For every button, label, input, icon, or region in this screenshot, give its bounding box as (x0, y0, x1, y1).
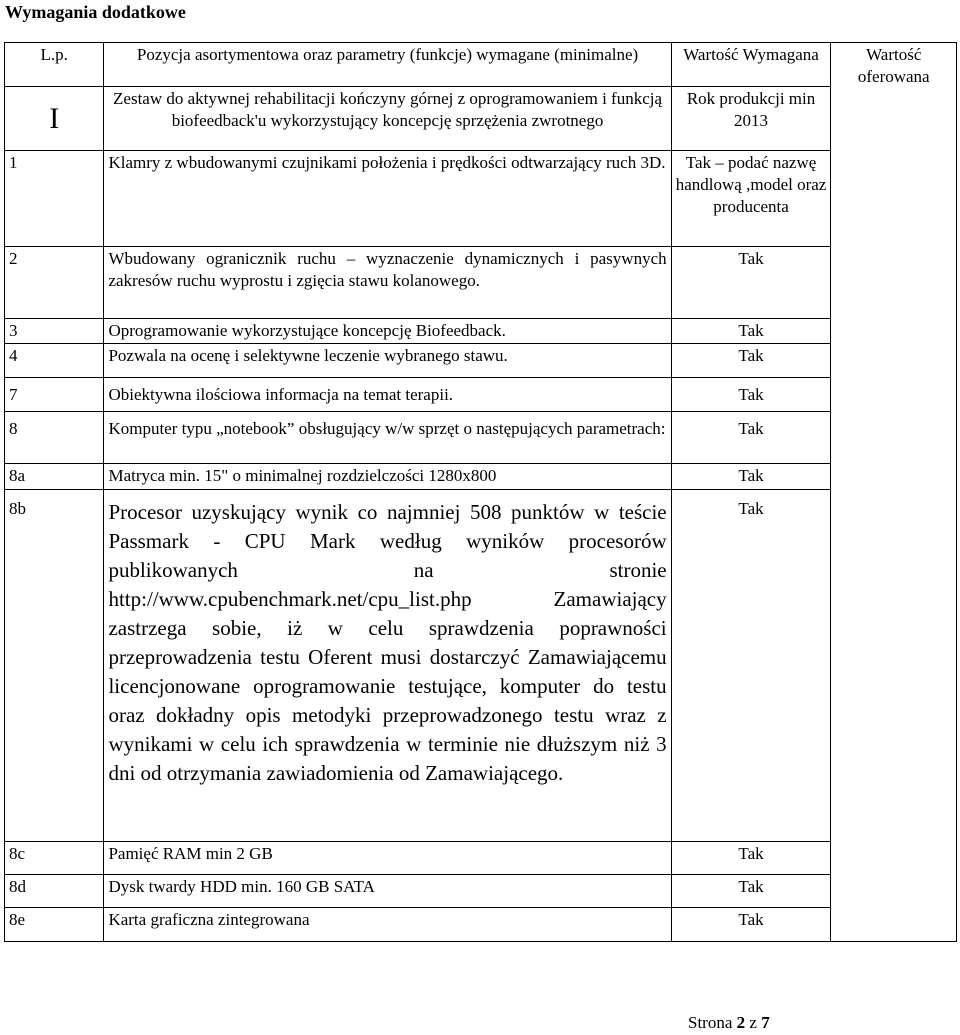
header-offered: Wartość oferowana (831, 43, 957, 942)
row-text: Obiektywna ilościowa informacja na temat terapii. (104, 378, 671, 412)
table-row (5, 319, 957, 344)
row-required: Tak – podać nazwę handlową ,model oraz producenta (671, 151, 831, 247)
row-text: Pamięć RAM min 2 GB (104, 842, 671, 875)
row-text: Pozwala na ocenę i selektywne leczenie wybranego stawu. (104, 344, 671, 378)
table-row (5, 151, 957, 247)
row-lp: 8d (5, 875, 104, 908)
page-separator: z (749, 1013, 757, 1032)
row-required: Tak (671, 842, 831, 875)
section-required: Rok produkcji min 2013 (671, 87, 831, 151)
row-lp: 4 (5, 344, 104, 378)
row-text: Komputer typu „notebook” obsługujący w/w sprzęt o następujących parametrach: (104, 412, 671, 464)
row-text: Wbudowany ogranicznik ruchu – wyznaczenie dynamicznych i pasywnych zakresów ruchu wyprostu i zgięcia stawu kolanowego. (104, 247, 671, 319)
header-position: Pozycja asortymentowa oraz parametry (funkcje) wymagane (minimalne) (104, 43, 671, 87)
table-row (5, 247, 957, 319)
row-required: Tak (671, 319, 831, 344)
row-required: Tak (671, 875, 831, 908)
table-row (5, 378, 957, 412)
header-required: Wartość Wymagana (671, 43, 831, 87)
row-lp: 8e (5, 908, 104, 942)
table-row (5, 412, 957, 464)
table-row (5, 344, 957, 378)
page-total: 7 (761, 1013, 770, 1032)
header-row (5, 43, 957, 87)
row-required: Tak (671, 412, 831, 464)
row-text: Matryca min. 15" o minimalnej rozdzielczości 1280x800 (104, 464, 671, 490)
header-lp: L.p. (5, 43, 104, 87)
row-lp: 3 (5, 319, 104, 344)
requirements-table (4, 42, 957, 942)
row-text: Procesor uzyskujący wynik co najmniej 508 punktów w teście Passmark - CPU Mark według wyników procesorów publikowanych na stronie http://www.cpubenchmark.net/cpu_list.php Zamawiający zastrzega sobie, iż w celu sprawdzenia poprawności przeprowadzenia testu Oferent musi dostarczyć Zamawiającemu licencjonowane oprogramowanie testujące, komputer do testu oraz dokładny opis metodyki przeprowadzonego testu wraz z wynikami w celu ich sprawdzenia w terminie nie dłuższym niż 3 dni od otrzymania zawiadomienia od Zamawiającego. (104, 490, 671, 842)
section-title: Zestaw do aktywnej rehabilitacji kończyny górnej z oprogramowaniem i funkcją biofeedback'u wykorzystujący koncepcję sprzężenia zwrotnego (104, 87, 671, 151)
row-lp: 8 (5, 412, 104, 464)
row-text: Karta graficzna zintegrowana (104, 908, 671, 942)
page-heading: Wymagania dodatkowe (5, 2, 186, 22)
row-lp: 8a (5, 464, 104, 490)
row-required: Tak (671, 247, 831, 319)
row-text: Oprogramowanie wykorzystujące koncepcję Biofeedback. (104, 319, 671, 344)
row-lp: 8b (5, 490, 104, 842)
row-lp: 7 (5, 378, 104, 412)
row-text: Dysk twardy HDD min. 160 GB SATA (104, 875, 671, 908)
row-required: Tak (671, 490, 831, 842)
page-number (688, 1012, 770, 1034)
row-required: Tak (671, 908, 831, 942)
section-number: I (5, 87, 104, 151)
row-required: Tak (671, 378, 831, 412)
table-row (5, 875, 957, 908)
section-row (5, 87, 957, 151)
row-lp: 2 (5, 247, 104, 319)
table-row (5, 464, 957, 490)
row-lp: 8c (5, 842, 104, 875)
row-text: Klamry z wbudowanymi czujnikami położenia i prędkości odtwarzający ruch 3D. (104, 151, 671, 247)
row-required: Tak (671, 464, 831, 490)
table-row (5, 908, 957, 942)
table-row (5, 842, 957, 875)
table-row (5, 490, 957, 842)
page-current: 2 (736, 1013, 746, 1032)
row-lp: 1 (5, 151, 104, 247)
page-label: Strona (688, 1013, 733, 1032)
row-required: Tak (671, 344, 831, 378)
